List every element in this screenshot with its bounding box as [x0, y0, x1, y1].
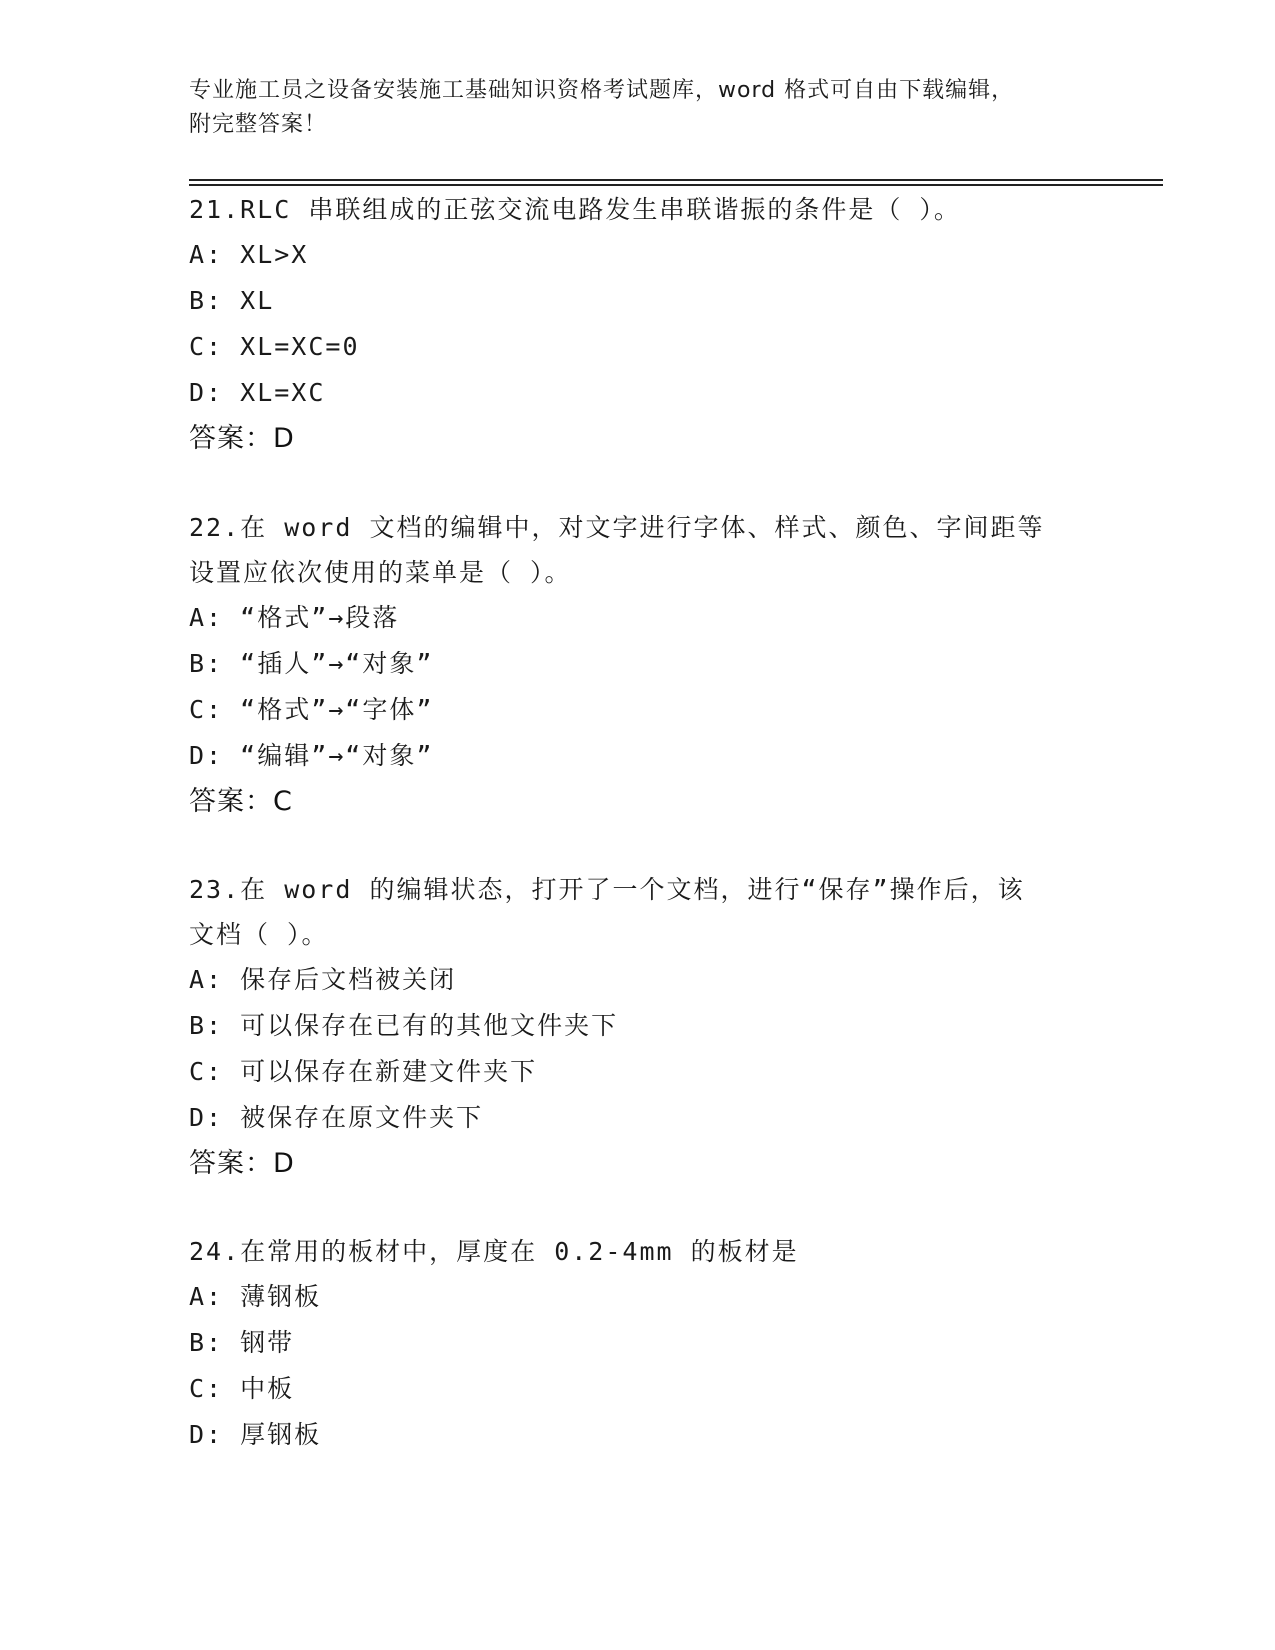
answer: 答案：D [189, 423, 295, 454]
option-c: C: 中板 [189, 1374, 295, 1403]
option-a: A: XL>X [189, 240, 309, 269]
question-text: 21.RLC 串联组成的正弦交流电路发生串联谐振的条件是（ ）。 [189, 195, 961, 224]
option-a: A: 保存后文档被关闭 [189, 965, 457, 994]
question-24 [189, 1229, 1089, 1458]
question-text-line-2: 设置应依次使用的菜单是（ ）。 [189, 558, 572, 587]
option-c: C: 可以保存在新建文件夹下 [189, 1057, 538, 1086]
option-c: C: XL=XC=0 [189, 332, 360, 361]
header-line-1: 专业施工员之设备安装施工基础知识资格考试题库，word 格式可自由下载编辑， [189, 78, 1015, 103]
answer: 答案：D [189, 1148, 295, 1179]
option-c: C: “格式”→“字体” [189, 695, 434, 724]
option-b: B: 钢带 [189, 1328, 295, 1357]
header-divider-bottom [189, 184, 1163, 186]
question-23 [189, 867, 1089, 1187]
option-b: B: 可以保存在已有的其他文件夹下 [189, 1011, 619, 1040]
option-d: D: XL=XC [189, 378, 326, 407]
option-b: B: XL [189, 286, 275, 315]
document-header [189, 74, 1089, 142]
answer: 答案：C [189, 786, 293, 817]
header-line-2: 附完整答案！ [189, 112, 328, 137]
question-text-line-2: 文档（ ）。 [189, 920, 329, 949]
question-21 [189, 187, 1089, 462]
header-divider-top [189, 179, 1163, 181]
option-d: D: 厚钢板 [189, 1420, 322, 1449]
option-d: D: “编辑”→“对象” [189, 741, 434, 770]
option-b: B: “插人”→“对象” [189, 649, 434, 678]
option-d: D: 被保存在原文件夹下 [189, 1103, 484, 1132]
question-text-line-1: 22.在 word 文档的编辑中，对文字进行字体、样式、颜色、字间距等 [189, 513, 1045, 542]
question-text-line-1: 23.在 word 的编辑状态，打开了一个文档，进行“保存”操作后，该 [189, 875, 1025, 904]
question-text: 24.在常用的板材中，厚度在 0.2-4mm 的板材是 [189, 1237, 799, 1266]
question-22 [189, 505, 1089, 825]
option-a: A: “格式”→段落 [189, 603, 400, 632]
option-a: A: 薄钢板 [189, 1282, 322, 1311]
